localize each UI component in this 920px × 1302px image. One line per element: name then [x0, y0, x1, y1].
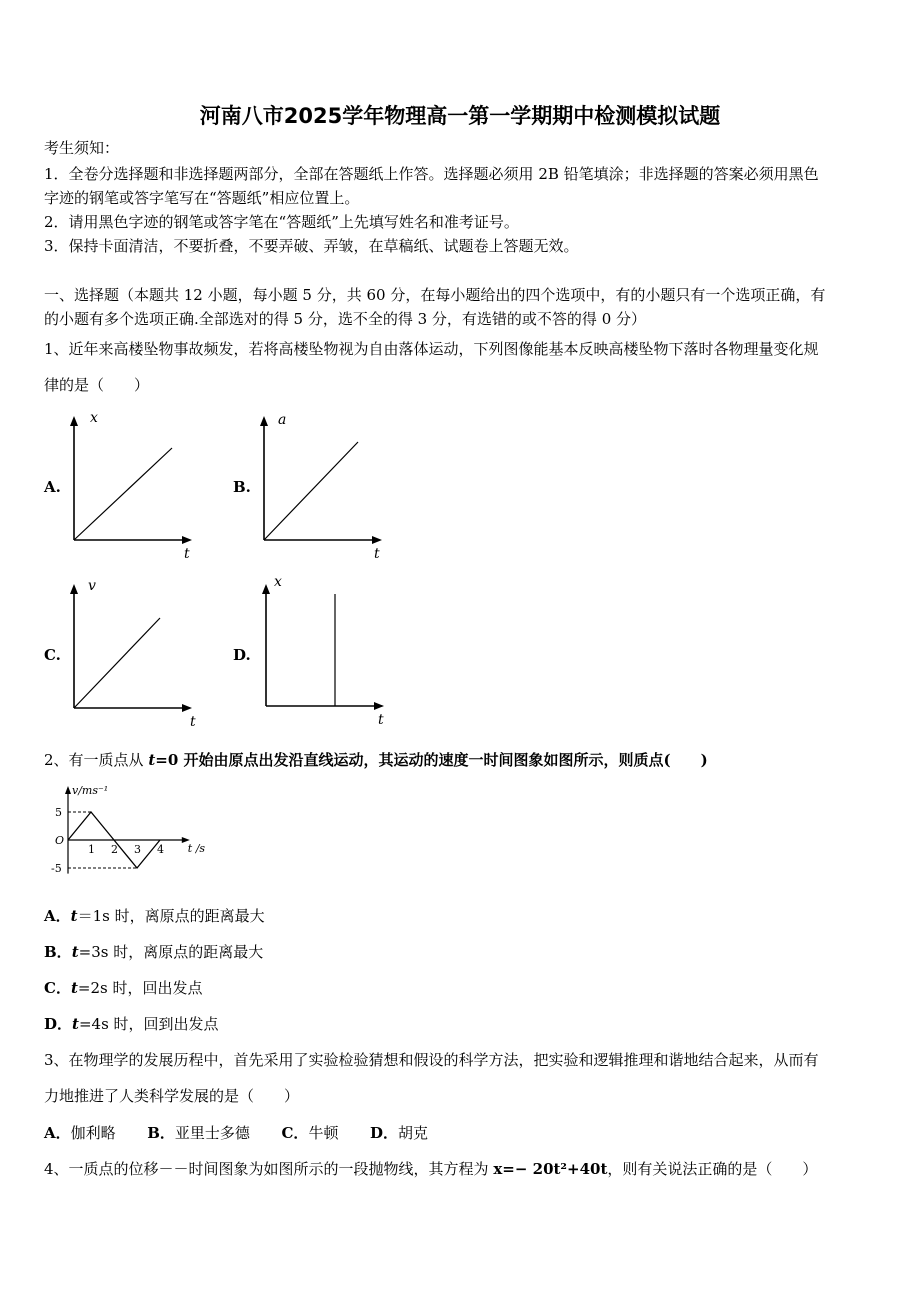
q2-option-a: [44, 905, 265, 926]
q1-option-d-graph: [254, 572, 394, 728]
q1-d-x-label: t: [378, 712, 384, 728]
q3-option-b-label: B．: [147, 1124, 175, 1142]
q2-option-d-t: t: [72, 1015, 79, 1033]
q1-option-d-label: D.: [233, 646, 251, 664]
q2-option-b-label: B．: [44, 943, 72, 961]
q2-option-c-label: C．: [44, 979, 71, 997]
q1-a-x-label: t: [184, 546, 190, 562]
q3-stem-cont: 力地推进了人类科学发展的是（ ）: [44, 1087, 300, 1105]
q1-d-y-label: x: [274, 574, 282, 590]
q4-stem-post: ，则有关说法正确的是（ ）: [607, 1160, 818, 1178]
q2-option-b-t: t: [71, 943, 79, 961]
notice-item-2: 2．请用黑色字迹的钢笔或答字笔在“答题纸”上先填写姓名和准考证号。: [44, 213, 519, 231]
q2-option-a-label: A．: [44, 907, 71, 925]
q2-velocity-time-graph: [48, 782, 206, 892]
q1-c-x-label: t: [190, 714, 196, 730]
q1-option-a-label: A.: [44, 478, 61, 496]
page-title: 河南八市2025学年物理高一第一学期期中检测模拟试题: [199, 104, 721, 128]
q1-option-b-graph: [252, 408, 392, 560]
q2-option-c-text: =2s 时，回出发点: [77, 979, 203, 997]
q4-stem-pre: 4、一质点的位移－－时间图象为如图所示的一段抛物线，其方程为: [44, 1160, 494, 1178]
q3-options: [44, 1122, 428, 1143]
q1-stem: 1、近年来高楼坠物事故频发，若将高楼坠物视为自由落体运动，下列图像能基本反映高楼坠物下落时各物理量变化规: [44, 340, 819, 358]
notice-item-3: 3．保持卡面清洁，不要折叠，不要弄破、弄皱，在草稿纸、试题卷上答题无效。: [44, 237, 579, 255]
q1-stem-cont: 律的是（ ）: [44, 376, 150, 394]
q3-option-a-text: 伽利略: [70, 1124, 116, 1142]
q2-stem-pre: 2、有一质点从: [44, 751, 149, 769]
q1-option-a-graph: [62, 408, 202, 560]
vt-y-tick-5: 5: [55, 806, 62, 819]
q2-option-d: [44, 1013, 219, 1034]
q4-equation: x=− 20t²+40t: [493, 1160, 608, 1178]
q3-stem: 3、在物理学的发展历程中，首先采用了实验检验猜想和假设的科学方法，把实验和逻辑推理和谐地结合起来，从而有: [44, 1051, 819, 1069]
vt-y-label: v/ms⁻¹: [72, 784, 109, 797]
q2-option-b: [44, 941, 263, 962]
notice-heading: 考生须知：: [44, 139, 120, 157]
q3-option-b-text: 亚里士多德: [174, 1124, 250, 1142]
q1-option-c-graph: [62, 576, 202, 728]
q2-stem-post: =0 开始由原点出发沿直线运动，其运动的速度一时间图象如图所示，则质点( ): [155, 751, 708, 769]
q2-option-c-t: t: [70, 979, 78, 997]
q1-a-y-label: x: [90, 410, 98, 426]
q1-option-c-label: C.: [44, 646, 61, 664]
q1-b-x-label: t: [374, 546, 380, 562]
vt-x-tick-1: 1: [88, 843, 95, 856]
section-heading: 一、选择题（本题共 12 小题，每小题 5 分，共 60 分，在每小题给出的四个选项中，有的小题只有一个选项正确，有: [44, 286, 826, 304]
q2-option-d-text: =4s 时，回到出发点: [78, 1015, 219, 1033]
vt-x-tick-2: 2: [111, 843, 118, 856]
q2-option-a-text: ＝1s 时，离原点的距离最大: [77, 907, 265, 925]
q3-option-d-text: 胡克: [398, 1124, 429, 1142]
q1-b-y-label: a: [278, 412, 287, 428]
q2-option-d-label: D．: [44, 1015, 73, 1033]
notice-item-1: 1．全卷分选择题和非选择题两部分，全部在答题纸上作答。选择题必须用 2B 铅笔填涂；非选择题的答案必须用黑色: [44, 165, 819, 183]
q2-option-c: [44, 977, 202, 998]
vt-x-label: t /s: [187, 842, 206, 855]
vt-origin-label: O: [55, 834, 65, 847]
notice-item-1-cont: 字迹的钢笔或答字笔写在“答题纸”相应位置上。: [44, 189, 360, 207]
q2-option-a-t: t: [70, 907, 78, 925]
vt-y-tick-neg5: -5: [51, 862, 62, 875]
vt-y-arrow: [65, 786, 71, 794]
vt-x-tick-3: 3: [134, 843, 141, 856]
vt-x-tick-4: 4: [157, 843, 164, 856]
q3-option-c-label: C．: [281, 1124, 309, 1142]
q1-c-y-label: v: [88, 578, 96, 594]
q2-stem: [44, 749, 708, 770]
q4-stem: [44, 1158, 817, 1179]
q3-option-c-text: 牛顿: [308, 1124, 339, 1142]
q1-option-b-label: B.: [233, 478, 251, 496]
q3-option-d-label: D．: [370, 1124, 399, 1142]
q2-option-b-text: =3s 时，离原点的距离最大: [78, 943, 264, 961]
q3-option-a-label: A．: [44, 1124, 71, 1142]
section-heading-cont: 的小题有多个选项正确.全部选对的得 5 分，选不全的得 3 分，有选错的或不答的得 0 分）: [44, 310, 647, 328]
q2-stem-t: t: [148, 751, 156, 769]
